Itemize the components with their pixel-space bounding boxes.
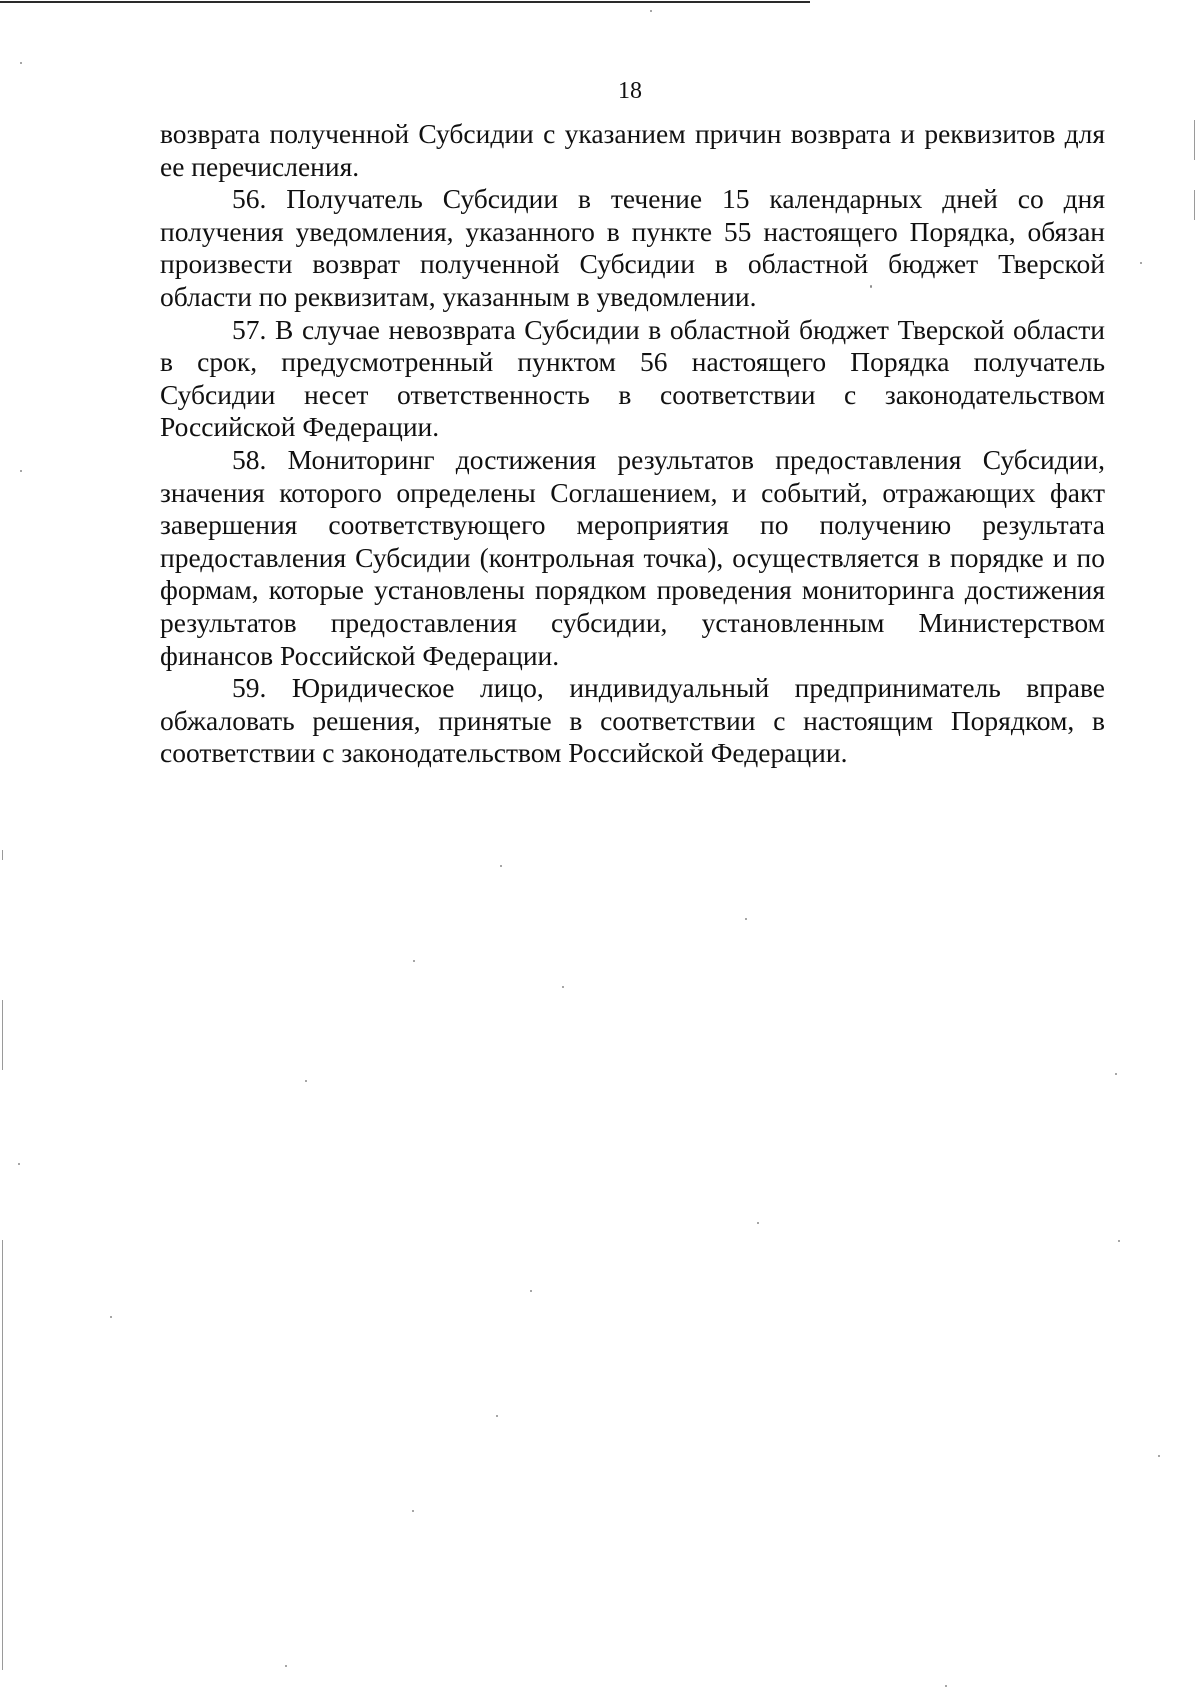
scan-speck	[20, 62, 22, 64]
scan-speck	[1158, 1455, 1160, 1457]
paragraph-continuation: возврата полученной Субсидии с указанием причин возврата и реквизитов для ее перечисления.	[160, 118, 1105, 182]
scan-edge-mark	[1194, 190, 1195, 220]
scan-speck	[110, 1316, 112, 1318]
page-number: 18	[618, 78, 642, 104]
scan-speck	[530, 1290, 532, 1292]
scan-speck	[1118, 1240, 1120, 1242]
scan-top-border	[0, 1, 810, 3]
scan-edge-mark	[2, 1000, 3, 1070]
scan-speck	[757, 1222, 759, 1224]
scan-edge-mark	[2, 1240, 3, 1670]
paragraph-59: 59. Юридическое лицо, индивидуальный предприниматель вправе обжаловать решения, принятые в соответствии с настоящим Порядком, в соответствии с законодательством Российской Федерации.	[160, 672, 1105, 769]
scan-speck	[1115, 1073, 1117, 1075]
scan-speck	[650, 10, 652, 12]
scan-speck	[285, 1665, 287, 1667]
paragraph-56: 56. Получатель Субсидии в течение 15 календарных дней со дня получения уведомления, указанного в пункте 55 настоящего Порядка, обязан произвести возврат полученной Субсидии в областной бюджет Тверской области по реквизитам, указанным в уведомлении.	[160, 183, 1105, 312]
scan-speck	[413, 960, 415, 962]
paragraph-57: 57. В случае невозврата Субсидии в областной бюджет Тверской области в срок, предусмотренный пунктом 56 настоящего Порядка получатель Субсидии несет ответственность в соответствии с законодательством Российской Федерации.	[160, 313, 1105, 443]
scan-speck	[870, 285, 872, 288]
scan-speck	[562, 986, 564, 988]
document-body	[160, 118, 1105, 770]
scan-speck	[18, 1163, 20, 1165]
scan-speck	[945, 1685, 947, 1687]
paragraph-58: 58. Мониторинг достижения результатов предоставления Субсидии, значения которого определены Соглашением, и событий, отражающих факт завершения соответствующего мероприятия по получению результата предоставления Субсидии (контрольная точка), осуществляется в порядке и по формам, которые установлены порядком проведения мониторинга достижения результатов предоставления субсидии, установленным Министерством финансов Российской Федерации.	[160, 443, 1105, 671]
scan-edge-mark	[2, 850, 3, 860]
scan-edge-mark	[1194, 120, 1195, 160]
scan-speck	[1140, 262, 1142, 264]
scan-speck	[20, 470, 22, 472]
scan-speck	[745, 918, 747, 920]
scan-speck	[305, 1080, 307, 1082]
scan-speck	[496, 1415, 498, 1417]
scan-speck	[412, 1510, 414, 1512]
scan-speck	[500, 865, 502, 867]
